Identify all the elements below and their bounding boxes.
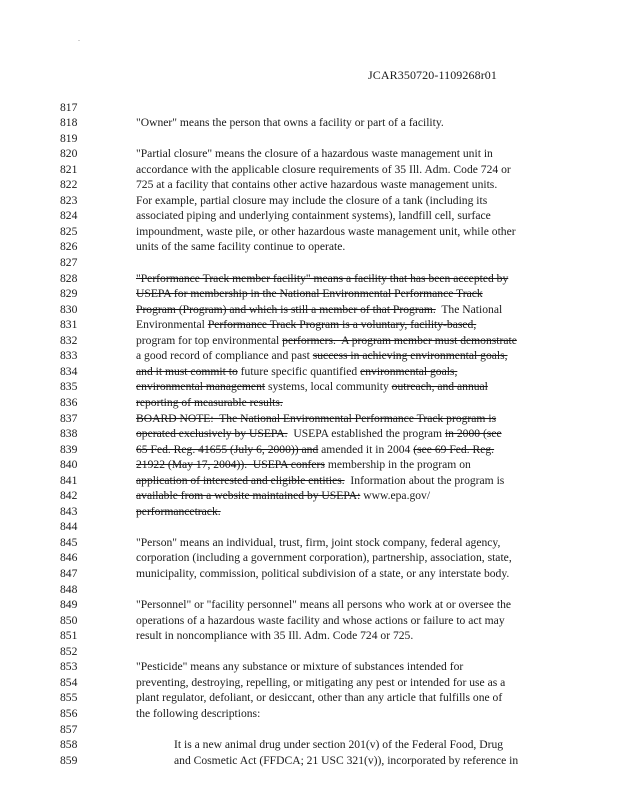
- document-line: [0, 379, 618, 395]
- text-segment: plant regulator, defoliant, or desiccant, other than any article that fulfills one of: [136, 691, 503, 705]
- text-segment: "Personnel" or "facility personnel" means all persons who work at or oversee the: [136, 598, 512, 612]
- line-number: 855: [60, 691, 78, 705]
- text-segment: USEPA established the program: [287, 427, 445, 441]
- document-line: [0, 364, 618, 380]
- line-text: [136, 193, 487, 209]
- text-segment: systems, local community: [265, 380, 392, 394]
- text-segment: impoundment, waste pile, or other hazardous waste management unit, while other: [136, 224, 516, 238]
- line-number: 836: [60, 395, 78, 409]
- document-line: [0, 302, 618, 318]
- text-segment: municipality, commission, political subdivision of a state, or any interstate body.: [136, 567, 510, 580]
- line-text: [136, 426, 502, 442]
- text-segment: For example, partial closure may include the closure of a tank (including its: [136, 193, 488, 207]
- struck-text: operated exclusively by USEPA.: [136, 427, 288, 441]
- struck-text: BOARD NOTE: The National Environmental Performance Track program is: [136, 411, 497, 425]
- document-line: [0, 395, 618, 411]
- line-number: 830: [60, 302, 78, 316]
- document-line: [0, 146, 618, 162]
- text-segment: "Person" means an individual, trust, firm, joint stock company, federal agency,: [136, 535, 501, 549]
- line-number: 833: [60, 349, 78, 363]
- line-text: [136, 473, 504, 489]
- text-segment: accordance with the applicable closure requirements of 35 Ill. Adm. Code 724 or: [136, 162, 511, 176]
- line-text: [136, 504, 221, 520]
- line-number: 824: [60, 209, 78, 223]
- line-text: [174, 737, 503, 753]
- line-number: 840: [60, 458, 78, 472]
- struck-text: performancetrack.: [136, 504, 221, 518]
- document-line: [0, 675, 618, 691]
- line-text: [136, 488, 430, 504]
- line-number: 823: [60, 193, 78, 207]
- line-number: 826: [60, 240, 78, 254]
- line-text: [136, 379, 488, 395]
- line-number: 818: [60, 116, 78, 130]
- text-segment: 725 at a facility that contains other active hazardous waste management units.: [136, 178, 498, 192]
- document-line: [0, 488, 618, 504]
- line-number: 844: [60, 520, 78, 534]
- text-segment: Information about the program is: [344, 473, 505, 487]
- text-segment: program for top environmental: [136, 333, 283, 347]
- document-line: [0, 582, 618, 598]
- line-number: 834: [60, 364, 78, 378]
- text-segment: corporation (including a government corporation), partnership, association, state,: [136, 551, 512, 565]
- line-text: [136, 613, 505, 629]
- document-line: [0, 348, 618, 364]
- line-number: 846: [60, 551, 78, 565]
- line-number: 852: [60, 644, 78, 658]
- line-number: 850: [60, 613, 78, 627]
- line-number: 845: [60, 535, 78, 549]
- line-number: 832: [60, 333, 78, 347]
- document-line: [0, 131, 618, 147]
- text-segment: www.epa.gov/: [360, 489, 431, 503]
- struck-text: environmental goals,: [360, 364, 458, 378]
- line-number: 849: [60, 598, 78, 612]
- text-segment: the following descriptions:: [136, 706, 261, 720]
- text-segment: associated piping and underlying containment systems), landfill cell, surface: [136, 209, 491, 223]
- line-text: [136, 364, 457, 380]
- document-line: [0, 737, 618, 753]
- line-number: 843: [60, 504, 78, 518]
- line-text: [136, 177, 497, 193]
- line-number: 853: [60, 660, 78, 674]
- line-number: 848: [60, 582, 78, 596]
- line-text: [136, 550, 512, 566]
- document-line: [0, 535, 618, 551]
- text-segment: membership in the program on: [324, 458, 471, 472]
- line-text: [136, 442, 494, 458]
- text-segment: a good record of compliance and past: [136, 349, 313, 363]
- struck-text: USEPA for membership in the National Environmental Performance Track: [136, 287, 483, 301]
- document-line: [0, 426, 618, 442]
- struck-text: (see 69 Fed. Reg.: [413, 442, 495, 456]
- line-number: 829: [60, 287, 78, 301]
- document-line: [0, 208, 618, 224]
- document-line: [0, 317, 618, 333]
- line-number: 837: [60, 411, 78, 425]
- document-line: [0, 597, 618, 613]
- line-text: [136, 333, 517, 349]
- line-text: [136, 115, 444, 131]
- text-segment: result in noncompliance with 35 Ill. Adm. Code 724 or 725.: [136, 629, 414, 643]
- line-number: 859: [60, 753, 78, 767]
- line-text: [174, 753, 518, 769]
- line-text: [136, 690, 502, 706]
- struck-text: and it must commit to: [136, 364, 238, 378]
- document-line: [0, 706, 618, 722]
- line-text: [136, 162, 511, 178]
- line-text: [136, 286, 483, 302]
- line-number: 831: [60, 318, 78, 332]
- document-line: [0, 224, 618, 240]
- document-line: [0, 659, 618, 675]
- document-line: [0, 613, 618, 629]
- document-line: [0, 442, 618, 458]
- text-segment: "Pesticide" means any substance or mixture of substances intended for: [136, 660, 464, 674]
- text-segment: future specific quantified: [237, 364, 361, 378]
- line-number: 842: [60, 489, 78, 503]
- struck-text: 65 Fed. Reg. 41655 (July 6, 2000)) and: [136, 442, 319, 456]
- document-line: [0, 177, 618, 193]
- text-segment: "Partial closure" means the closure of a hazardous waste management unit in: [136, 147, 493, 161]
- struck-text: reporting of measurable results.: [136, 395, 283, 409]
- document-line: [0, 255, 618, 271]
- document-line: [0, 722, 618, 738]
- document-id-header: JCAR350720-1109268r01: [368, 68, 497, 82]
- line-number: 817: [60, 100, 78, 114]
- line-number: 821: [60, 162, 78, 176]
- document-line: [0, 411, 618, 427]
- struck-text: "Performance Track member facility" means a facility that has been accepted by: [136, 271, 509, 285]
- line-text: [136, 535, 500, 551]
- line-number: 828: [60, 271, 78, 285]
- text-segment: and Cosmetic Act (FFDCA; 21 USC 321(v)), incorporated by reference in: [174, 753, 519, 767]
- document-line: [0, 628, 618, 644]
- line-text: [136, 566, 509, 582]
- document-line: [0, 100, 618, 116]
- document-line: [0, 550, 618, 566]
- struck-text: success in achieving environmental goals,: [312, 349, 508, 363]
- line-number: 827: [60, 256, 78, 269]
- line-text: [136, 628, 413, 644]
- line-text: [136, 208, 491, 224]
- struck-text: outreach, and annual: [391, 380, 488, 394]
- document-line: [0, 286, 618, 302]
- document-line: [0, 271, 618, 287]
- line-number: 835: [60, 380, 78, 394]
- line-number: 857: [60, 722, 78, 736]
- line-text: [136, 395, 283, 411]
- line-number: 838: [60, 427, 78, 441]
- page-mark: .: [78, 34, 80, 43]
- struck-text: in 2000 (see: [444, 427, 502, 441]
- document-line: [0, 457, 618, 473]
- text-segment: preventing, destroying, repelling, or mitigating any pest or intended for use as a: [136, 675, 506, 689]
- text-segment: The National: [435, 302, 503, 316]
- document-line: [0, 239, 618, 255]
- line-number: 820: [60, 147, 78, 161]
- document-line: [0, 504, 618, 520]
- line-number: 841: [60, 473, 78, 487]
- line-number: 858: [60, 738, 78, 752]
- line-number: 851: [60, 629, 78, 643]
- struck-text: available from a website maintained by USEPA:: [136, 489, 361, 503]
- line-number: 822: [60, 178, 78, 192]
- line-number: 854: [60, 675, 78, 689]
- line-text: [136, 348, 508, 364]
- document-line: [0, 690, 618, 706]
- text-segment: It is a new animal drug under section 201(v) of the Federal Food, Drug: [174, 738, 504, 752]
- line-text: [136, 302, 502, 318]
- document-line: [0, 644, 618, 660]
- line-number: 839: [60, 442, 78, 456]
- line-text: [136, 457, 471, 473]
- struck-text: performers. A program member must demonstrate: [282, 333, 517, 347]
- text-segment: Environmental: [136, 318, 208, 332]
- line-text: [136, 706, 260, 722]
- struck-text: 21922 (May 17, 2004)). USEPA confers: [136, 458, 325, 472]
- document-line: [0, 566, 618, 582]
- line-number: 847: [60, 567, 78, 580]
- text-segment: "Owner" means the person that owns a facility or part of a facility.: [136, 116, 444, 130]
- text-segment: operations of a hazardous waste facility and whose actions or failure to act may: [136, 613, 505, 627]
- line-text: [136, 659, 463, 675]
- line-text: [136, 271, 508, 287]
- line-number: 825: [60, 224, 78, 238]
- document-line: [0, 519, 618, 535]
- document-line: [0, 473, 618, 489]
- document-line: [0, 162, 618, 178]
- line-text: [136, 224, 516, 240]
- document-line: [0, 333, 618, 349]
- line-text: [136, 675, 505, 691]
- line-number: 819: [60, 131, 78, 145]
- text-segment: units of the same facility continue to operate.: [136, 240, 346, 254]
- line-text: [136, 411, 496, 427]
- line-text: [136, 239, 345, 255]
- struck-text: application of interested and eligible entities.: [136, 473, 345, 487]
- text-segment: amended it in 2004: [318, 442, 414, 456]
- line-text: [136, 317, 476, 333]
- line-text: [136, 146, 493, 162]
- document-line: [0, 115, 618, 131]
- document-line: [0, 753, 618, 769]
- struck-text: Program (Program) and which is still a member of that Program.: [136, 302, 436, 316]
- struck-text: Performance Track Program is a voluntary, facility-based,: [207, 318, 477, 332]
- struck-text: environmental management: [136, 380, 266, 394]
- line-text: [136, 597, 511, 613]
- line-number: 856: [60, 706, 78, 720]
- document-line: [0, 193, 618, 209]
